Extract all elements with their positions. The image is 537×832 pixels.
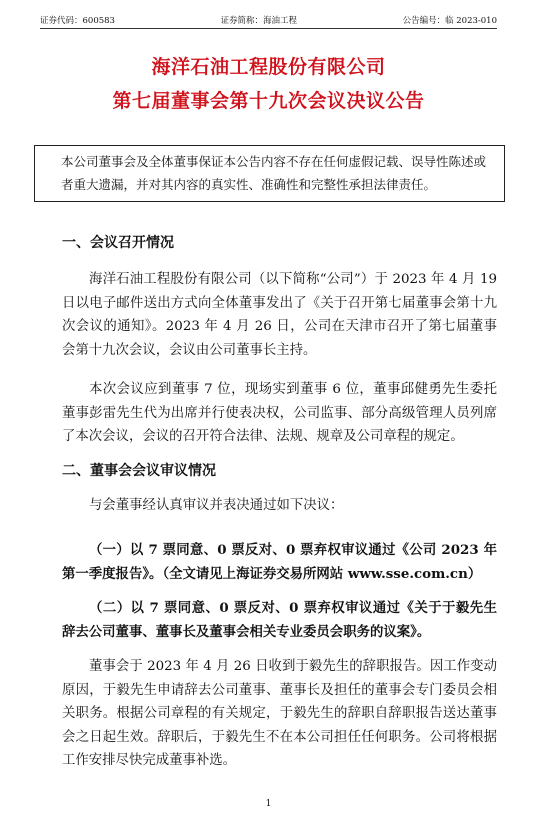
company-title: 海洋石油工程股份有限公司 <box>151 56 386 78</box>
paragraph-resolution-intro: 与会董事经认真审议并表决通过如下决议： <box>89 498 344 513</box>
disclaimer-text: 本公司董事会及全体董事保证本公告内容不存在任何虚假记载、误导性陈述或者重大遗漏，并对其内容的真实性、准确性和完整性承担法律责任。 <box>61 154 487 192</box>
resolution-item-1: （一）以 7 票同意、0 票反对、0 票弃权审议通过《公司 2023 年第一季度报告》。（全文请见上海证券交易所网站 www.sse.com.cn） <box>62 542 497 582</box>
announcement-title: 第七届董事会第十九次会议决议公告 <box>112 90 425 112</box>
disclaimer-box <box>34 145 505 202</box>
page-header <box>40 7 497 29</box>
paragraph-meeting-notice: 海洋石油工程股份有限公司（以下简称“公司”）于 2023 年 4 月 19 日以电子邮件送出方式向全体董事发出了《关于召开第七届董事会第十九次会议的通知》。2023 年 4 月 26 日，公司在天津市召开了第七届董事会第十九次会议，会议由公司董事长主持。 <box>62 272 497 358</box>
section-heading-meeting: 一、会议召开情况 <box>62 235 174 251</box>
paragraph-attendance: 本次会议应到董事 7 位，现场实到董事 6 位，董事邱健勇先生委托董事彭雷先生代为出席并行使表决权，公司监事、部分高级管理人员列席了本次会议，会议的召开符合法律、法规、规章及公司章程的规定。 <box>62 382 497 444</box>
page-number: 1 <box>265 799 272 809</box>
paragraph-resignation: 董事会于 2023 年 4 月 26 日收到于毅先生的辞职报告。因工作变动原因，于毅先生申请辞去公司董事、董事长及担任的董事会专门委员会相关职务。根据公司章程的有关规定，于毅先生的辞职自辞职报告送达董事会之日起生效。辞职后，于毅先生不在本公司担任任何职务。公司将根据工作安排尽快完成董事补选。 <box>62 659 497 768</box>
section-heading-review: 二、董事会会议审议情况 <box>62 463 216 479</box>
stock-short-name: 证券简称：海油工程 <box>220 16 298 26</box>
notice-number: 公告编号：临 2023-010 <box>402 16 497 26</box>
resolution-item-2: （二）以 7 票同意、0 票反对、0 票弃权审议通过《关于于毅先生辞去公司董事、董事长及董事会相关专业委员会职务的议案》。 <box>62 600 497 640</box>
stock-code: 证券代码：600583 <box>40 16 115 26</box>
